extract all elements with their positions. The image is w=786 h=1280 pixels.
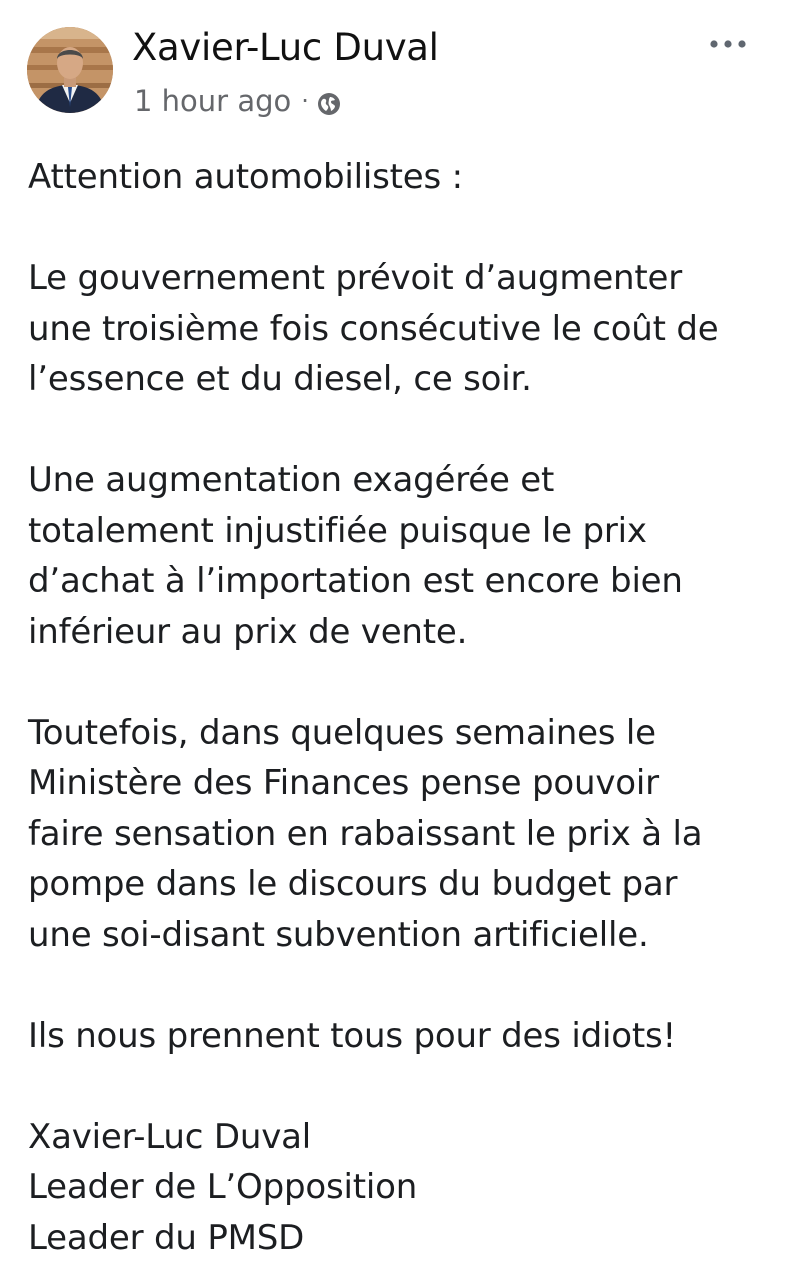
text-line: Le gouvernement prévoit d’augmenter <box>28 258 683 298</box>
text-line: Ils nous prennent tous pour des idiots! <box>28 1015 676 1056</box>
author-name[interactable]: Xavier-Luc Duval <box>132 26 439 69</box>
post-paragraph <box>28 152 768 203</box>
post-paragraph <box>28 253 768 405</box>
profile-photo-icon <box>27 27 113 113</box>
globe-icon[interactable] <box>317 89 341 113</box>
more-horizontal-icon <box>708 38 748 50</box>
text-line: d’achat à l’importation est encore bien <box>28 561 683 601</box>
signature-name: Xavier-Luc Duval <box>28 1116 312 1157</box>
signature-party: Leader du PMSD <box>28 1217 305 1258</box>
post-timestamp[interactable]: 1 hour ago <box>134 84 292 118</box>
post-text <box>28 152 768 1263</box>
post-signature <box>28 1112 768 1264</box>
signature-title: Leader de L’Opposition <box>28 1167 418 1207</box>
text-line: totalement injustifiée puisque le prix <box>28 510 647 551</box>
meta-separator: · <box>301 87 309 115</box>
text-line: Toutefois, dans quelques semaines le <box>28 712 656 753</box>
text-line: Une augmentation exagérée et <box>28 460 555 500</box>
text-line: une troisième fois consécutive le coût de <box>28 308 719 349</box>
post-paragraph <box>28 1011 768 1062</box>
post-paragraph <box>28 455 768 657</box>
text-line: inférieur au prix de vente. <box>28 611 468 652</box>
author-avatar[interactable] <box>27 27 113 113</box>
more-options-button[interactable] <box>700 26 756 62</box>
post-header <box>0 0 786 140</box>
text-line: pompe dans le discours du budget par <box>28 864 678 904</box>
post-paragraph <box>28 708 768 961</box>
text-line: Attention automobilistes : <box>28 157 463 197</box>
text-line: faire sensation en rabaissant le prix à la <box>28 813 703 854</box>
text-line: Ministère des Finances pense pouvoir <box>28 763 659 803</box>
text-line: l’essence et du diesel, ce soir. <box>28 359 532 399</box>
post-meta <box>134 82 341 120</box>
text-line: une soi-disant subvention artificielle. <box>28 914 649 955</box>
